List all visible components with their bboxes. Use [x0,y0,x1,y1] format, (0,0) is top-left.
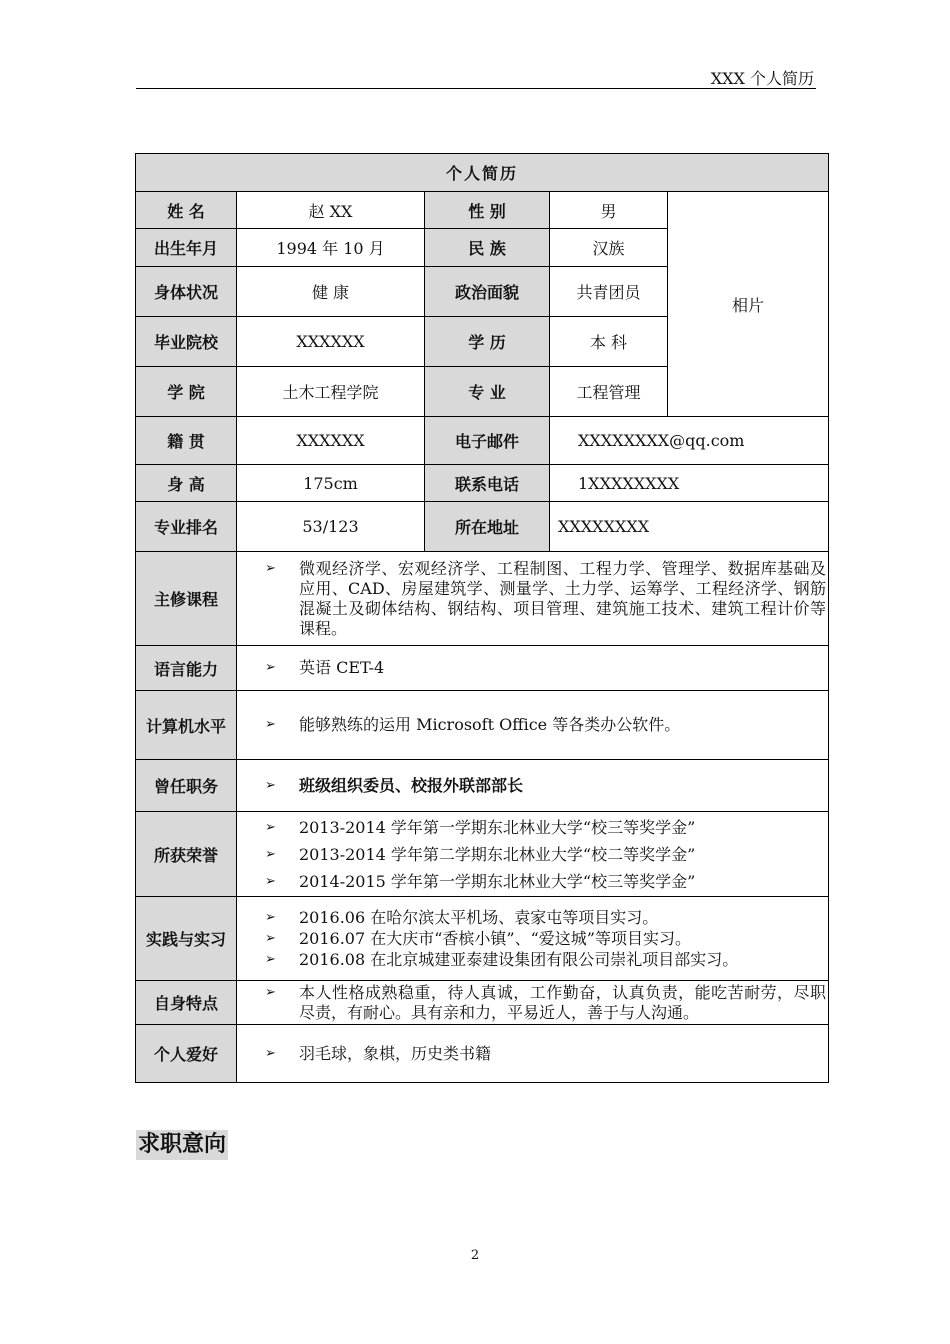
traits-label: 自身特点 [136,981,237,1025]
courses-content [237,552,829,646]
traits-content [237,981,829,1025]
list-item: ➢ 2016.06 在哈尔滨太平机场、袁家屯等项目实习。 [265,908,659,927]
address-label: 所在地址 [425,502,550,552]
college-value: 土木工程学院 [237,367,425,417]
computer-content [237,691,829,760]
list-item: ➢ 2013-2014 学年第一学期东北林业大学“校三等奖学金” [265,814,828,841]
list-item: ➢ 2016.07 在大庆市“香槟小镇”、“爱这城”等项目实习。 [265,929,691,948]
gender-label: 性 别 [425,192,550,229]
list-item: ➢ 2014-2015 学年第一学期东北林业大学“校三等奖学金” [265,868,828,895]
arrow-bullet-icon: ➢ [265,984,276,1000]
practice-label: 实践与实习 [136,897,237,981]
language-content [237,646,829,691]
arrow-bullet-icon: ➢ [265,910,276,925]
hobbies-label: 个人爱好 [136,1025,237,1083]
hobbies-row [136,1025,829,1083]
language-label: 语言能力 [136,646,237,691]
arrow-bullet-icon: ➢ [265,931,276,946]
table-row [136,502,829,552]
computer-row [136,691,829,760]
page-number: 2 [470,1248,480,1263]
arrow-bullet-icon: ➢ [265,819,276,835]
political-value: 共青团员 [550,267,668,317]
height-label: 身 高 [136,465,237,502]
degree-value: 本 科 [550,317,668,367]
gender-value: 男 [550,192,668,229]
honors-label: 所获荣誉 [136,812,237,897]
rank-label: 专业排名 [136,502,237,552]
arrow-bullet-icon: ➢ [265,1045,276,1061]
table-title: 个人简历 [136,154,829,192]
birth-label: 出生年月 [136,229,237,267]
origin-value: XXXXXX [237,417,425,465]
rank-value: 53/123 [237,502,425,552]
school-value: XXXXXX [237,317,425,367]
practice-content [237,897,829,981]
traits-row [136,981,829,1025]
major-value: 工程管理 [550,367,668,417]
ethnicity-label: 民 族 [425,229,550,267]
list-item: ➢ 羽毛球，象棋，历史类书籍 [265,1043,492,1063]
origin-label: 籍 贯 [136,417,237,465]
courses-row [136,552,829,646]
resume-table [135,153,829,1083]
school-label: 毕业院校 [136,317,237,367]
address-value: XXXXXXXX [550,502,829,552]
health-label: 身体状况 [136,267,237,317]
college-label: 学 院 [136,367,237,417]
name-value: 赵 XX [237,192,425,229]
phone-value: 1XXXXXXXX [550,465,829,502]
practice-row [136,897,829,981]
honors-row [136,812,829,897]
honors-content [237,812,829,897]
arrow-bullet-icon: ➢ [265,846,276,862]
list-item: ➢ 2016.08 在北京城建亚泰建设集团有限公司崇礼项目部实习。 [265,950,739,969]
list-item: ➢ 能够熟练的运用 Microsoft Office 等各类办公软件。 [265,715,681,734]
arrow-bullet-icon: ➢ [265,952,276,967]
arrow-bullet-icon: ➢ [265,777,276,793]
phone-label: 联系电话 [425,465,550,502]
email-value: XXXXXXXX@qq.com [550,417,829,465]
list-item: ➢ 本人性格成熟稳重，待人真诚，工作勤奋，认真负责，能吃苦耐劳，尽职尽责，有耐心。具有亲和力，平易近人，善于与人沟通。 [265,982,827,1022]
arrow-bullet-icon: ➢ [265,873,276,889]
positions-label: 曾任职务 [136,760,237,812]
arrow-bullet-icon: ➢ [265,560,276,576]
job-intention-heading: 求职意向 [136,1130,228,1160]
header-title: XXX 个人简历 [710,69,814,88]
list-item: ➢ 英语 CET-4 [265,658,385,677]
name-label: 姓 名 [136,192,237,229]
birth-value: 1994 年 10 月 [237,229,425,267]
degree-label: 学 历 [425,317,550,367]
health-value: 健 康 [237,267,425,317]
courses-label: 主修课程 [136,552,237,646]
positions-content [237,760,829,812]
arrow-bullet-icon: ➢ [265,660,276,675]
list-item: ➢ 2013-2014 学年第二学期东北林业大学“校二等奖学金” [265,841,828,868]
page-header [136,62,816,89]
list-item: ➢ 微观经济学、宏观经济学、工程制图、工程力学、管理学、数据库基础及应用、CAD、房屋建筑学、测量学、土力学、运筹学、工程经济学、钢筋混凝土及砌体结构、钢结构、项目管理、建筑施工技术、建筑工程计价等课程。 [265,558,827,638]
political-label: 政治面貌 [425,267,550,317]
photo-placeholder: 相片 [668,192,829,417]
table-row [136,417,829,465]
table-row [136,192,829,229]
computer-label: 计算机水平 [136,691,237,760]
title-row [136,154,829,192]
height-value: 175cm [237,465,425,502]
ethnicity-value: 汉族 [550,229,668,267]
positions-row [136,760,829,812]
list-item: ➢ 班级组织委员、校报外联部部长 [265,775,524,795]
arrow-bullet-icon: ➢ [265,717,276,732]
table-row [136,465,829,502]
email-label: 电子邮件 [425,417,550,465]
hobbies-content [237,1025,829,1083]
language-row [136,646,829,691]
major-label: 专 业 [425,367,550,417]
